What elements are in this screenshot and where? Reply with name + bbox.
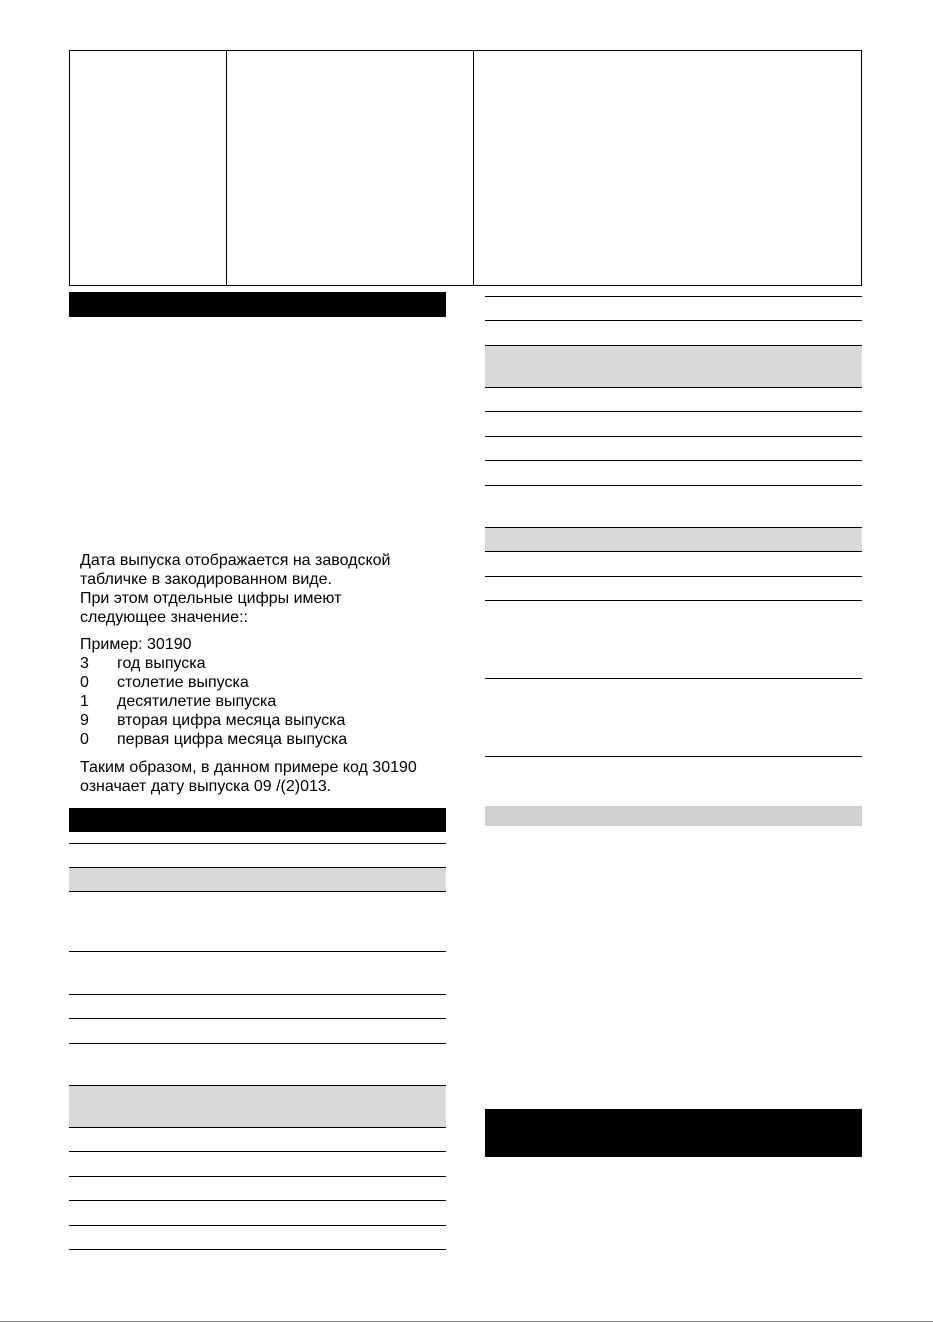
intro-line-1: Дата выпуска отображается на заводской <box>80 552 391 569</box>
intro-line-4: следующее значение:: <box>80 609 248 626</box>
table-rule <box>69 1018 446 1019</box>
table-rule <box>485 411 862 412</box>
code-digit: 0 <box>80 674 89 691</box>
table-rule <box>485 345 862 346</box>
intro-line-3: При этом отдельные цифры имеют <box>80 590 342 607</box>
code-row <box>80 673 249 692</box>
top-table-frame <box>69 50 862 286</box>
table-rule <box>69 867 446 868</box>
code-row <box>80 730 347 749</box>
table-subheader-bar <box>69 1085 446 1127</box>
intro-line-2: табличке в закодированном виде. <box>80 571 332 588</box>
table-rule <box>69 1127 446 1128</box>
table-rule <box>485 576 862 577</box>
table-rule <box>69 1151 446 1152</box>
code-meaning: столетие выпуска <box>117 674 249 691</box>
code-digit: 3 <box>80 655 89 672</box>
code-digit: 1 <box>80 693 89 710</box>
table-rule <box>485 320 862 321</box>
table-rule <box>485 485 862 486</box>
top-table-divider-1 <box>226 51 227 285</box>
table-rule <box>485 436 862 437</box>
table-rule <box>69 994 446 995</box>
table-subheader-bar <box>485 345 862 387</box>
table-rule <box>485 756 862 757</box>
table-rule <box>69 1176 446 1177</box>
top-table-divider-2 <box>473 51 474 285</box>
table-header-bar <box>69 808 446 832</box>
code-digit: 9 <box>80 712 89 729</box>
table-subheader-bar <box>485 527 862 551</box>
table-rule <box>485 527 862 528</box>
section-header-bar <box>69 292 446 317</box>
code-meaning: десятилетие выпуска <box>117 693 277 710</box>
table-subheader-bar <box>69 867 446 891</box>
code-row <box>80 711 345 730</box>
code-meaning: вторая цифра месяца выпуска <box>117 712 346 729</box>
table-rule <box>69 843 446 844</box>
table-rule <box>485 387 862 388</box>
section-divider-bar <box>485 806 862 826</box>
table-rule <box>69 1200 446 1201</box>
code-row <box>80 654 206 673</box>
table-rule <box>69 951 446 952</box>
table-rule <box>69 1225 446 1226</box>
table-rule <box>69 1249 446 1250</box>
table-rule <box>485 678 862 679</box>
page-bottom-edge <box>0 1321 933 1322</box>
table-rule <box>69 891 446 892</box>
code-digit: 0 <box>80 731 89 748</box>
table-rule <box>485 296 862 297</box>
section-header-bar-large <box>485 1109 862 1157</box>
code-meaning: год выпуска <box>117 655 206 672</box>
table-rule <box>69 1085 446 1086</box>
conclusion-line-1: Таким образом, в данном примере код 30190 <box>80 759 417 776</box>
code-meaning: первая цифра месяца выпуска <box>117 731 348 748</box>
table-rule <box>485 551 862 552</box>
conclusion-line-2: означает дату выпуска 09 /(2)013. <box>80 778 332 795</box>
table-rule <box>485 460 862 461</box>
table-rule <box>485 600 862 601</box>
example-title: Пример: 30190 <box>80 636 192 653</box>
table-rule <box>69 1043 446 1044</box>
code-row <box>80 692 276 711</box>
